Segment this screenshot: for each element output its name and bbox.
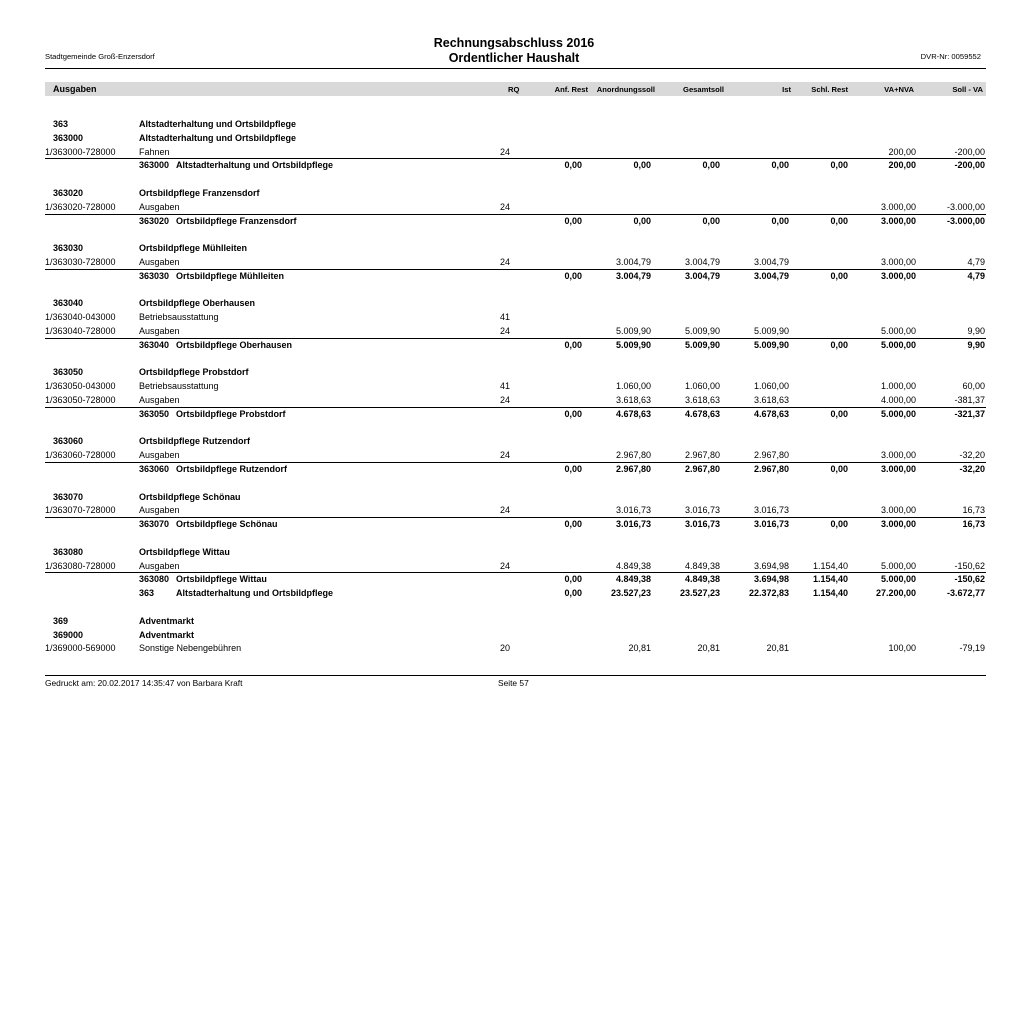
account-code: 1/363080-728000 <box>45 561 116 571</box>
anordnungssoll-total: 3.016,73 <box>615 519 651 529</box>
anf-rest-total: 0,00 <box>564 340 582 350</box>
group-number: 363040 <box>53 298 84 308</box>
ist-total: 4.678,63 <box>753 409 789 419</box>
header-divider <box>45 68 986 69</box>
anordnungssoll-value: 3.004,79 <box>615 257 651 267</box>
ist-value: 3.016,73 <box>753 505 789 515</box>
va-nva-value: 100,00 <box>888 643 916 653</box>
gesamtsoll-total: 4.678,63 <box>684 409 720 419</box>
group-heading-row <box>0 132 1024 145</box>
account-description: Ausgaben <box>139 395 180 405</box>
ist-total: 2.967,80 <box>753 464 789 474</box>
group-heading-row <box>0 366 1024 379</box>
gesamtsoll-value: 1.060,00 <box>684 381 720 391</box>
group-label: Ortsbildpflege Wittau <box>139 547 230 557</box>
gesamtsoll-value: 5.009,90 <box>684 326 720 336</box>
col-soll-va: Soll - VA <box>952 85 983 94</box>
account-description: Fahnen <box>139 147 170 157</box>
rq-value: 24 <box>500 395 511 405</box>
soll-va-total: 9,90 <box>967 340 985 350</box>
sum-label: Ortsbildpflege Mühlleiten <box>176 271 285 281</box>
soll-va-total: 4,79 <box>967 271 985 281</box>
municipality-name: Stadtgemeinde Groß-Enzersdorf <box>45 52 155 61</box>
va-nva-value: 4.000,00 <box>880 395 916 405</box>
sum-label: Altstadterhaltung und Ortsbildpflege <box>176 588 333 598</box>
ist-total: 22.372,83 <box>748 588 789 598</box>
table-row <box>0 256 1024 269</box>
soll-va-value: -381,37 <box>954 395 985 405</box>
soll-va-value: -200,00 <box>954 147 985 157</box>
anordnungssoll-total: 5.009,90 <box>615 340 651 350</box>
table-row <box>0 325 1024 338</box>
group-label: Altstadterhaltung und Ortsbildpflege <box>139 119 296 129</box>
group-label: Ortsbildpflege Rutzendorf <box>139 436 250 446</box>
va-nva-value: 3.000,00 <box>880 257 916 267</box>
group-number: 363070 <box>53 492 84 502</box>
col-rq: RQ <box>508 85 520 94</box>
soll-va-total: -3.672,77 <box>946 588 985 598</box>
anordnungssoll-total: 0,00 <box>633 160 651 170</box>
gesamtsoll-value: 3.618,63 <box>684 395 720 405</box>
gesamtsoll-total: 2.967,80 <box>684 464 720 474</box>
anordnungssoll-total: 2.967,80 <box>615 464 651 474</box>
subtotal-row <box>0 463 1024 476</box>
gesamtsoll-value: 4.849,38 <box>684 561 720 571</box>
soll-va-total: 16,73 <box>962 519 985 529</box>
account-description: Ausgaben <box>139 505 180 515</box>
group-heading-row <box>0 435 1024 448</box>
soll-va-value: 9,90 <box>967 326 985 336</box>
va-nva-total: 3.000,00 <box>880 464 916 474</box>
va-nva-total: 5.000,00 <box>880 340 916 350</box>
account-code: 1/363060-728000 <box>45 450 116 460</box>
anordnungssoll-value: 3.016,73 <box>615 505 651 515</box>
schl-rest-total: 1.154,40 <box>812 588 848 598</box>
account-code: 1/363030-728000 <box>45 257 116 267</box>
col-anf-rest: Anf. Rest <box>554 85 588 94</box>
anf-rest-total: 0,00 <box>564 519 582 529</box>
sum-code: 363040 <box>139 340 170 350</box>
rq-value: 24 <box>500 505 511 515</box>
va-nva-total: 3.000,00 <box>880 216 916 226</box>
account-description: Ausgaben <box>139 326 180 336</box>
sum-code: 363030 <box>139 271 170 281</box>
va-nva-value: 3.000,00 <box>880 202 916 212</box>
gesamtsoll-total: 3.016,73 <box>684 519 720 529</box>
group-number: 369000 <box>53 630 84 640</box>
group-number: 363030 <box>53 243 84 253</box>
group-heading-row <box>0 242 1024 255</box>
va-nva-total: 27.200,00 <box>875 588 916 598</box>
report-subtitle: Ordentlicher Haushalt <box>448 51 580 65</box>
va-nva-value: 5.000,00 <box>880 326 916 336</box>
group-heading-row <box>0 491 1024 504</box>
rq-value: 24 <box>500 326 511 336</box>
account-description: Ausgaben <box>139 257 180 267</box>
schl-rest-total: 0,00 <box>830 409 848 419</box>
total-row <box>0 587 1024 600</box>
anordnungssoll-total: 4.849,38 <box>615 574 651 584</box>
subtotal-row <box>0 573 1024 586</box>
rq-value: 20 <box>500 643 511 653</box>
sum-code: 363060 <box>139 464 170 474</box>
group-number: 363020 <box>53 188 84 198</box>
subtotal-row <box>0 339 1024 352</box>
va-nva-value: 3.000,00 <box>880 505 916 515</box>
group-label: Altstadterhaltung und Ortsbildpflege <box>139 133 296 143</box>
subtotal-row <box>0 159 1024 172</box>
account-description: Betriebsausstattung <box>139 381 219 391</box>
group-heading-row <box>0 546 1024 559</box>
ist-value: 2.967,80 <box>753 450 789 460</box>
soll-va-value: -79,19 <box>959 643 985 653</box>
account-code: 1/363050-043000 <box>45 381 116 391</box>
rq-value: 41 <box>500 381 511 391</box>
account-code: 1/363040-043000 <box>45 312 116 322</box>
gesamtsoll-total: 5.009,90 <box>684 340 720 350</box>
col-schl-rest: Schl. Rest <box>811 85 848 94</box>
schl-rest-total: 1.154,40 <box>812 574 848 584</box>
rq-value: 24 <box>500 147 511 157</box>
anordnungssoll-total: 3.004,79 <box>615 271 651 281</box>
anf-rest-total: 0,00 <box>564 271 582 281</box>
va-nva-value: 3.000,00 <box>880 450 916 460</box>
gesamtsoll-total: 23.527,23 <box>679 588 720 598</box>
col-va-nva: VA+NVA <box>884 85 914 94</box>
table-row <box>0 642 1024 655</box>
soll-va-total: -3.000,00 <box>946 216 985 226</box>
gesamtsoll-value: 20,81 <box>697 643 720 653</box>
ist-total: 0,00 <box>771 160 789 170</box>
subtotal-row <box>0 215 1024 228</box>
anordnungssoll-total: 23.527,23 <box>610 588 651 598</box>
rq-value: 24 <box>500 450 511 460</box>
gesamtsoll-value: 2.967,80 <box>684 450 720 460</box>
soll-va-total: -150,62 <box>954 574 985 584</box>
soll-va-value: 60,00 <box>962 381 985 391</box>
gesamtsoll-total: 0,00 <box>702 160 720 170</box>
ist-value: 3.004,79 <box>753 257 789 267</box>
ist-value: 1.060,00 <box>753 381 789 391</box>
col-anordnungssoll: Anordnungssoll <box>596 85 655 94</box>
subtotal-row <box>0 408 1024 421</box>
account-code: 1/363020-728000 <box>45 202 116 212</box>
schl-rest-value: 1.154,40 <box>812 561 848 571</box>
account-code: 1/363050-728000 <box>45 395 116 405</box>
group-label: Adventmarkt <box>139 630 195 640</box>
group-label: Ortsbildpflege Oberhausen <box>139 298 256 308</box>
rq-value: 24 <box>500 257 511 267</box>
col-gesamtsoll: Gesamtsoll <box>683 85 724 94</box>
group-number: 369 <box>53 616 69 626</box>
col-ist: Ist <box>782 85 791 94</box>
account-description: Sonstige Nebengebühren <box>139 643 242 653</box>
soll-va-total: -32,20 <box>959 464 985 474</box>
sum-label: Ortsbildpflege Probstdorf <box>176 409 286 419</box>
anordnungssoll-value: 20,81 <box>628 643 651 653</box>
group-heading-row <box>0 118 1024 131</box>
table-row <box>0 504 1024 517</box>
anordnungssoll-value: 1.060,00 <box>615 381 651 391</box>
table-row <box>0 201 1024 214</box>
va-nva-total: 3.000,00 <box>880 271 916 281</box>
anf-rest-total: 0,00 <box>564 409 582 419</box>
anf-rest-total: 0,00 <box>564 464 582 474</box>
anordnungssoll-total: 4.678,63 <box>615 409 651 419</box>
schl-rest-total: 0,00 <box>830 271 848 281</box>
va-nva-total: 5.000,00 <box>880 409 916 419</box>
table-row <box>0 311 1024 324</box>
group-label: Ortsbildpflege Franzensdorf <box>139 188 260 198</box>
ist-value: 3.694,98 <box>753 561 789 571</box>
schl-rest-total: 0,00 <box>830 340 848 350</box>
sum-label: Altstadterhaltung und Ortsbildpflege <box>176 160 333 170</box>
anf-rest-total: 0,00 <box>564 160 582 170</box>
anordnungssoll-value: 5.009,90 <box>615 326 651 336</box>
table-row <box>0 380 1024 393</box>
soll-va-value: -150,62 <box>954 561 985 571</box>
dvr-number: DVR-Nr: 0059552 <box>920 52 981 61</box>
group-number: 363000 <box>53 133 84 143</box>
soll-va-value: 4,79 <box>967 257 985 267</box>
ist-total: 3.016,73 <box>753 519 789 529</box>
soll-va-value: -32,20 <box>959 450 985 460</box>
schl-rest-total: 0,00 <box>830 519 848 529</box>
sum-code: 363080 <box>139 574 170 584</box>
anordnungssoll-value: 4.849,38 <box>615 561 651 571</box>
ist-total: 3.694,98 <box>753 574 789 584</box>
sum-label: Ortsbildpflege Schönau <box>176 519 278 529</box>
ist-value: 3.618,63 <box>753 395 789 405</box>
group-heading-row <box>0 629 1024 642</box>
va-nva-value: 1.000,00 <box>880 381 916 391</box>
soll-va-value: -3.000,00 <box>946 202 985 212</box>
sum-label: Ortsbildpflege Rutzendorf <box>176 464 287 474</box>
account-code: 1/363000-728000 <box>45 147 116 157</box>
anf-rest-total: 0,00 <box>564 588 582 598</box>
account-code: 1/369000-569000 <box>45 643 116 653</box>
account-code: 1/363070-728000 <box>45 505 116 515</box>
sum-label: Ortsbildpflege Oberhausen <box>176 340 293 350</box>
gesamtsoll-total: 0,00 <box>702 216 720 226</box>
group-label: Ortsbildpflege Mühlleiten <box>139 243 248 253</box>
va-nva-value: 200,00 <box>888 147 916 157</box>
gesamtsoll-value: 3.016,73 <box>684 505 720 515</box>
page-number: Seite 57 <box>498 678 529 688</box>
anf-rest-total: 0,00 <box>564 574 582 584</box>
account-description: Ausgaben <box>139 561 180 571</box>
table-row <box>0 394 1024 407</box>
group-label: Ortsbildpflege Schönau <box>139 492 241 502</box>
soll-va-total: -200,00 <box>954 160 985 170</box>
va-nva-value: 5.000,00 <box>880 561 916 571</box>
anf-rest-total: 0,00 <box>564 216 582 226</box>
rq-value: 24 <box>500 202 511 212</box>
sum-code: 363 <box>139 588 155 598</box>
sum-label: Ortsbildpflege Wittau <box>176 574 267 584</box>
anordnungssoll-value: 2.967,80 <box>615 450 651 460</box>
account-description: Ausgaben <box>139 450 180 460</box>
account-code: 1/363040-728000 <box>45 326 116 336</box>
anordnungssoll-value: 3.618,63 <box>615 395 651 405</box>
sum-code: 363050 <box>139 409 170 419</box>
rq-value: 24 <box>500 561 511 571</box>
schl-rest-total: 0,00 <box>830 160 848 170</box>
group-heading-row <box>0 187 1024 200</box>
sum-code: 363020 <box>139 216 170 226</box>
group-number: 363050 <box>53 367 84 377</box>
schl-rest-total: 0,00 <box>830 216 848 226</box>
group-number: 363 <box>53 119 69 129</box>
rq-value: 41 <box>500 312 511 322</box>
va-nva-total: 3.000,00 <box>880 519 916 529</box>
group-heading-row <box>0 615 1024 628</box>
sum-code: 363000 <box>139 160 170 170</box>
report-title: Rechnungsabschluss 2016 <box>433 36 595 50</box>
ist-total: 3.004,79 <box>753 271 789 281</box>
group-label: Adventmarkt <box>139 616 195 626</box>
ist-total: 5.009,90 <box>753 340 789 350</box>
footer-divider <box>45 675 986 676</box>
account-description: Betriebsausstattung <box>139 312 219 322</box>
sum-code: 363070 <box>139 519 170 529</box>
soll-va-total: -321,37 <box>954 409 985 419</box>
gesamtsoll-total: 3.004,79 <box>684 271 720 281</box>
anordnungssoll-total: 0,00 <box>633 216 651 226</box>
ist-value: 5.009,90 <box>753 326 789 336</box>
va-nva-total: 5.000,00 <box>880 574 916 584</box>
group-number: 363080 <box>53 547 84 557</box>
gesamtsoll-total: 4.849,38 <box>684 574 720 584</box>
group-number: 363060 <box>53 436 84 446</box>
group-heading-row <box>0 297 1024 310</box>
sum-label: Ortsbildpflege Franzensdorf <box>176 216 297 226</box>
soll-va-value: 16,73 <box>962 505 985 515</box>
col-ausgaben: Ausgaben <box>53 84 97 94</box>
ist-value: 20,81 <box>766 643 789 653</box>
ist-total: 0,00 <box>771 216 789 226</box>
printed-info: Gedruckt am: 20.02.2017 14:35:47 von Barbara Kraft <box>45 678 243 688</box>
subtotal-row <box>0 270 1024 283</box>
table-row <box>0 449 1024 462</box>
account-description: Ausgaben <box>139 202 180 212</box>
va-nva-total: 200,00 <box>888 160 916 170</box>
gesamtsoll-value: 3.004,79 <box>684 257 720 267</box>
schl-rest-total: 0,00 <box>830 464 848 474</box>
group-label: Ortsbildpflege Probstdorf <box>139 367 249 377</box>
subtotal-row <box>0 518 1024 531</box>
